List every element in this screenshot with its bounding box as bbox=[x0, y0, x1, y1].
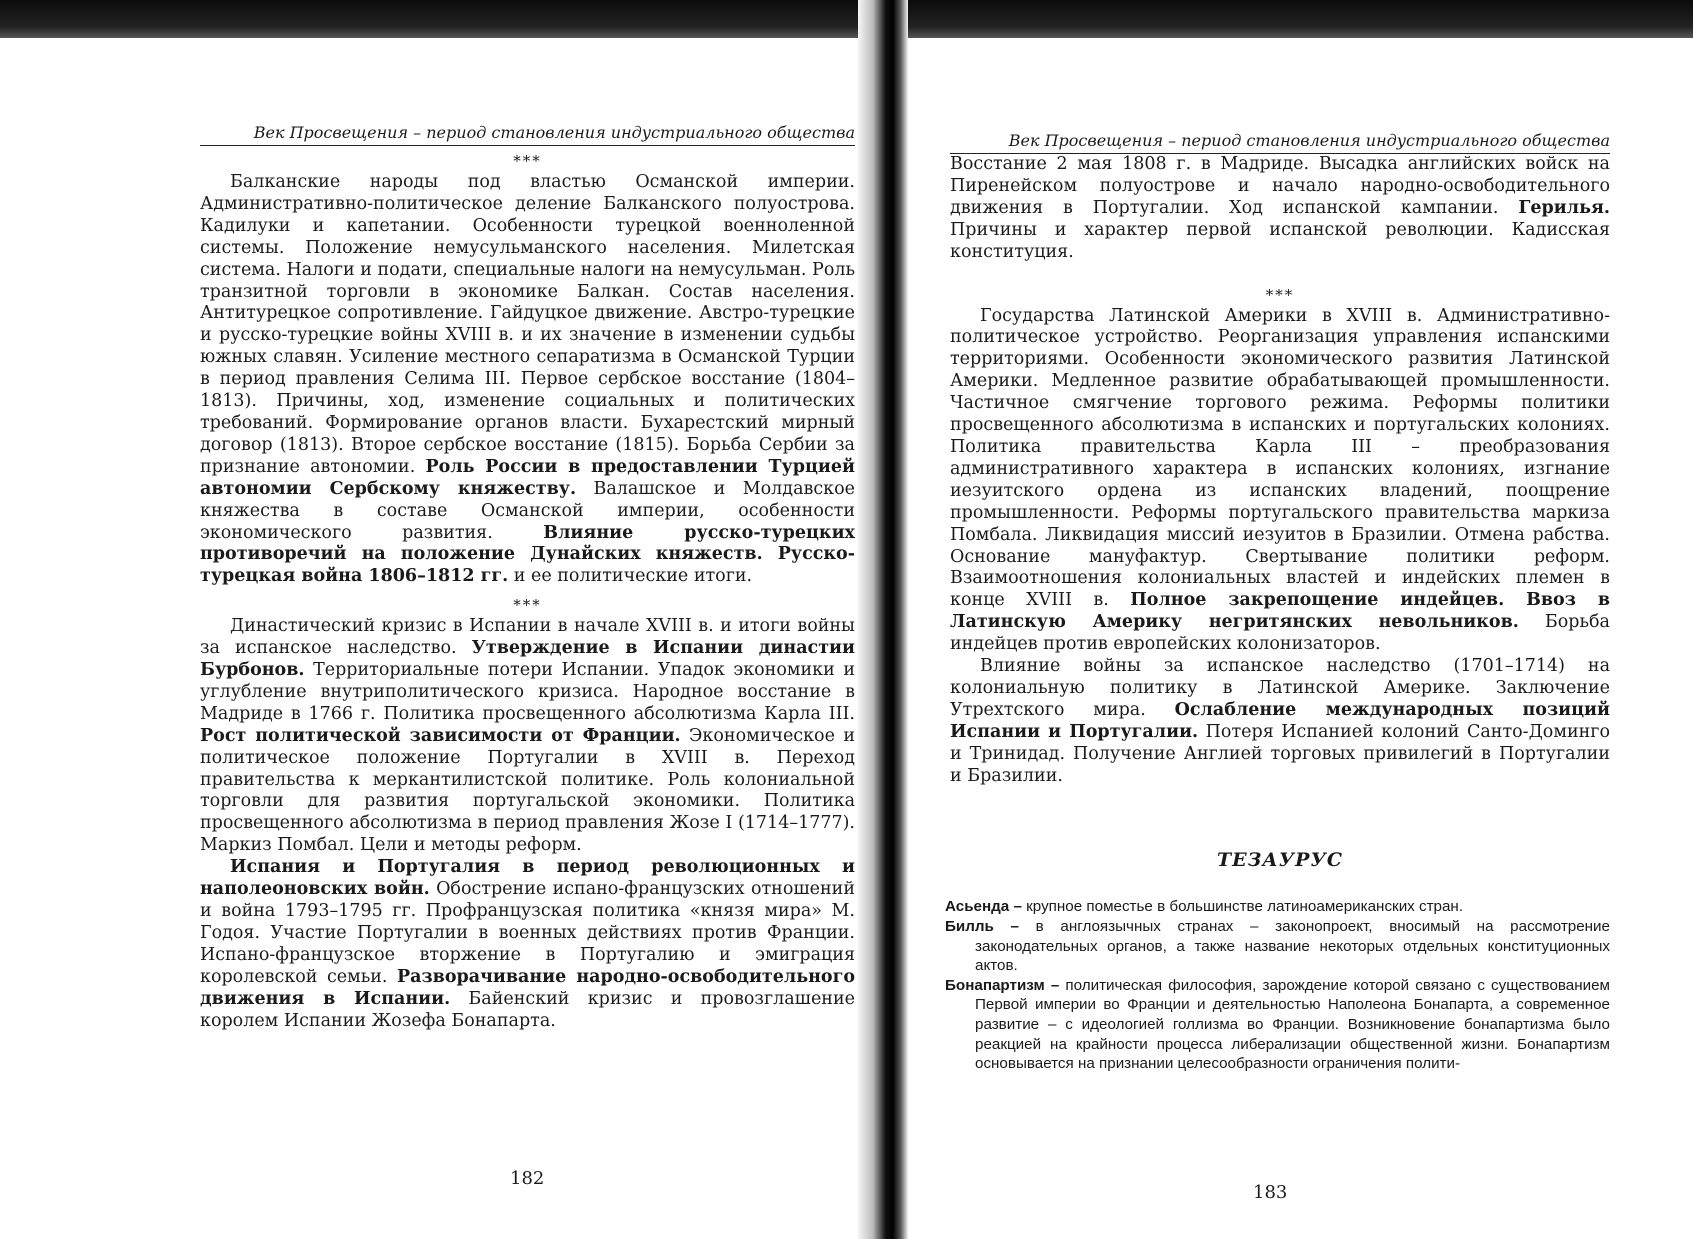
thesaurus-definition: крупное поместье в большинстве латиноамериканских стран. bbox=[1021, 898, 1464, 916]
text-run: и ее политические итоги. bbox=[508, 566, 753, 587]
text-run: Экономическое и политическое положение Португалии в XVIII в. Переход правительства к меркантилистской политике. Роль колониальной торговли для развития португальской экономики. Политика просвещенного абсолютизма в период правления Жозе I (1714–1777). Маркиз Помбал. Цели и методы реформ. bbox=[200, 725, 855, 856]
thesaurus-entry bbox=[945, 976, 1610, 1074]
text-run: Валашское и Молдавское княжества в составе Османской империи, особенности экономического развития. bbox=[200, 478, 855, 543]
paragraph bbox=[200, 857, 855, 1032]
thesaurus-title: ТЕЗАУРУС bbox=[1216, 849, 1344, 872]
bold-text-run: Рост политической зависимости от Франции. bbox=[200, 725, 681, 746]
text-run: Государства Латинской Америки в XVIII в. Административно-политическое устройство. Реорганизация управления испанскими территориями. Особенности экономического развития Латинской Америки. Медленное развитие обрабатывающей промышленности. Частичное смягчение торгового режима. Реформы политики просвещенного абсолютизма в испанских и португальских колониях. Политика правительства Карла III – преобразования административного характера в испанских колониях, изгнание иезуитского ордена из испанских владений, поощрение промышленности. Реформы португальского правительства маркиза Помбала. Ликвидация миссий иезуитов в Бразилии. Отмена рабства. Основание мануфактур. Свертывание политики реформ. Взаимоотношения колониальных властей и индейских племен в конце XVIII в. bbox=[950, 305, 1610, 611]
section-separator: *** bbox=[513, 152, 542, 170]
section-separator: *** bbox=[1265, 285, 1295, 304]
text-run: Байенский кризис и провозглашение королем Испании Жозефа Бонапарта. bbox=[200, 988, 855, 1031]
thesaurus-entry bbox=[945, 897, 1610, 917]
text-run: Потеря Испанией колоний Санто-Доминго и Тринидад. Получение Англией торговых привилегий в Португалии и Бразилии. bbox=[950, 721, 1610, 786]
text-run: Династический кризис в Испании в начале XVIII в. и итоги войны за испанское наследство. bbox=[200, 616, 855, 659]
text-run: Борьба индейцев против европейских колонизаторов. bbox=[950, 612, 1610, 655]
bold-text-run: Разворачивание народно-освободительного движения в Испании. bbox=[200, 966, 855, 1009]
thesaurus-term: Бонапартизм – bbox=[945, 976, 1060, 994]
running-head: Век Просвещения – период становления индустриального общества bbox=[950, 131, 1610, 154]
text-run: Влияние войны за испанское наследство (1701–1714) на колониальную политику в Латинской Америке. Заключение Утрехтского мира. bbox=[950, 656, 1610, 720]
bold-text-run: Ослабление международных позиций Испании и Португалии. bbox=[950, 699, 1610, 742]
text-run: Балканские народы под властью Османской империи. Административно-политическое деление Балканского полуострова. Кадилуки и капетании. Особенности турецкой военноленной системы. Положение немусульманского населения. Милетская система. Налоги и подати, специальные налоги на немусульман. Роль транзитной торговли в экономике Балкан. Состав населения. Антитурецкое сопротивление. Гайдуцкое движение. Австро-турецкие и русско-турецкие войны XVIII в. и их значение в изменении судьбы южных славян. Усиление местного сепаратизма в Османской Турции в период правления Селима III. Первое сербское восстание (1804–1813). Причины, ход, изменение социальных и политических требований. Формирование органов власти. Бухарестский мирный договор (1813). Второе сербское восстание (1815). Борьба Сербии за признание автономии. bbox=[200, 172, 855, 477]
section-separator: *** bbox=[513, 596, 542, 615]
page-number: 183 bbox=[1253, 1182, 1288, 1203]
paragraph bbox=[200, 172, 855, 588]
thesaurus-definition: политическая философия, зарождение которой связано с существованием Первой империи во Франции и деятельностью Наполеона Бонапарта, а современное развитие – с идеологией голлизма во Франции. Возникновение бонапартизма было реакцией на крайности процесса либерализации общественной жизни. Бонапартизм основывается на признании целесообразности ограничения полити- bbox=[975, 976, 1610, 1073]
paragraph bbox=[950, 306, 1610, 657]
page-number: 182 bbox=[510, 1168, 545, 1189]
continuation-paragraph bbox=[950, 154, 1610, 264]
thesaurus-definition: в англоязычных странах – законопроект, вносимый на рассмотрение законодательных органов, а также название некоторых отдельных конституционных актов. bbox=[975, 918, 1610, 975]
thesaurus-list bbox=[945, 897, 1610, 1073]
section-spain-portugal bbox=[200, 616, 855, 1032]
bold-text-run: Полное закрепощение индейцев. Ввоз в Латинскую Америку негритянских невольников. bbox=[950, 590, 1611, 633]
bold-text-run: Утверждение в Испании династии Бурбонов. bbox=[200, 638, 855, 681]
paragraph bbox=[950, 656, 1610, 787]
text-run: Причины и характер первой испанской революции. Кадисская конституция. bbox=[950, 219, 1610, 262]
bold-text-run: Роль России в предоставлении Турцией автономии Сербскому княжеству. bbox=[200, 456, 855, 499]
scan-top-edge bbox=[0, 0, 1693, 38]
bold-text-run: Испания и Португалия в период революционных и наполеоновских войн. bbox=[200, 857, 855, 900]
thesaurus-term: Билль – bbox=[945, 918, 1019, 936]
section-latin-america bbox=[950, 306, 1610, 788]
section-balkans bbox=[200, 172, 855, 588]
left-page bbox=[200, 38, 855, 1032]
thesaurus-entry bbox=[945, 917, 1610, 976]
bold-text-run: Герилья. bbox=[1518, 197, 1610, 218]
running-head: Век Просвещения – период становления индустриального общества bbox=[200, 123, 855, 146]
text-run: Обострение испано-французских отношений и война 1793–1795 гг. Профранцузская политика «князя мира» М. Годоя. Участие Португалии в военных действиях против Франции. Испано-французское вторжение в Португалию и эмиграция королевской семьи. bbox=[200, 879, 855, 987]
thesaurus-term: Асьенда – bbox=[945, 898, 1022, 916]
bold-text-run: Влияние русско-турецких противоречий на положение Дунайских княжеств. Русско-турецкая война 1806–1812 гг. bbox=[200, 522, 855, 587]
paragraph bbox=[200, 616, 855, 857]
book-spine-gutter bbox=[858, 0, 908, 1239]
text-run: Восстание 2 мая 1808 г. в Мадриде. Высадка английских войск на Пиренейском полуострове и начало народно-освободительного движения в Португалии. Ход испанской кампании. bbox=[950, 154, 1610, 218]
right-page bbox=[945, 38, 1611, 1074]
text-run: Территориальные потери Испании. Упадок экономики и углубление внутриполитического кризиса. Народное восстание в Мадриде в 1766 г. Политика просвещенного абсолютизма Карла III. bbox=[200, 660, 855, 724]
